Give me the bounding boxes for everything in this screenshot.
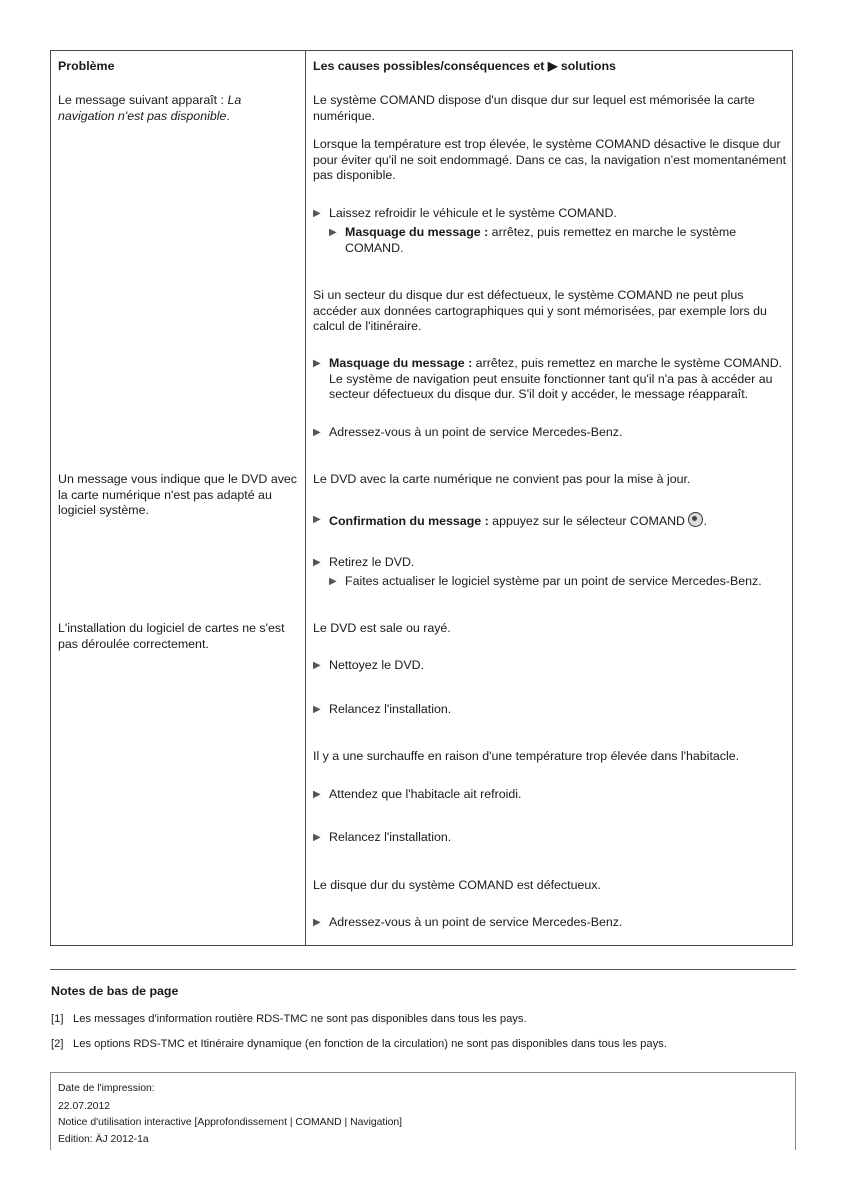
- footnote-text: Les messages d'information routière RDS-TMC ne sont pas disponibles dans tous les pays.: [73, 1013, 527, 1025]
- footnote-item: [51, 1037, 667, 1053]
- row1-step3-text: Adressez-vous à un point de service Mercedes-Benz.: [329, 425, 623, 439]
- row2-step2-sub-text: Faites actualiser le logiciel système par un point de service Mercedes-Benz.: [345, 574, 762, 588]
- triangle-right-icon: ▶: [313, 832, 321, 843]
- footnote-number: [1]: [51, 1013, 64, 1025]
- header-problem: Problème: [58, 59, 115, 73]
- print-notice: Notice d'utilisation interactive [Approfondissement | COMAND | Navigation]: [58, 1117, 403, 1128]
- row2-step2: [313, 555, 788, 571]
- row1-cause1: Le système COMAND dispose d'un disque dur sur lequel est mémorisée la carte numérique.: [313, 93, 755, 123]
- header-causes: [313, 59, 788, 75]
- triangle-right-icon: ▶: [313, 789, 321, 800]
- triangle-right-icon: ▶: [329, 576, 337, 587]
- comand-controller-icon: [688, 512, 703, 527]
- row3-step5-text: Adressez-vous à un point de service Mercedes-Benz.: [329, 915, 623, 929]
- row3-step3-text: Attendez que l'habitacle ait refroidi.: [329, 787, 522, 801]
- row1-problem-text: Le message suivant apparaît :: [58, 93, 228, 107]
- row3-step2-text: Relancez l'installation.: [329, 702, 452, 716]
- footnote-divider: [50, 969, 796, 970]
- triangle-right-icon: ▶: [313, 358, 321, 369]
- row1-step1-text: Laissez refroidir le véhicule et le système COMAND.: [329, 206, 617, 220]
- triangle-right-icon: ▶: [313, 427, 321, 438]
- row2-step1-end: .: [703, 514, 707, 528]
- row3-step4: [313, 830, 788, 846]
- row2-step2-sub: [329, 574, 788, 590]
- row1-problem-message: navigation n'est pas disponible: [58, 108, 227, 123]
- triangle-right-icon: ▶: [313, 660, 321, 671]
- row1-step1-sub-bold: Masquage du message :: [345, 225, 489, 239]
- footnote-number: [2]: [51, 1038, 64, 1050]
- print-edition: Edition: ÄJ 2012-1a: [58, 1134, 149, 1145]
- triangle-right-icon: ▶: [313, 208, 321, 219]
- row1-problem-italic: La: [227, 93, 242, 107]
- row1-step2-text: arrêtez, puis remettez en marche le système COMAND.: [472, 356, 783, 370]
- triangle-right-icon: ▶: [313, 917, 321, 928]
- row3-cause2: Il y a une surchauffe en raison d'une température trop élevée dans l'habitacle.: [313, 749, 740, 763]
- triangle-right-icon: ▶: [313, 557, 321, 568]
- troubleshooting-table: [50, 50, 793, 946]
- row1-step2-bold: Masquage du message :: [329, 356, 473, 370]
- row3-cause3: Le disque dur du système COMAND est défectueux.: [313, 878, 601, 892]
- row3-step1: [313, 658, 788, 674]
- header-causes-text: Les causes possibles/conséquences et: [313, 59, 545, 73]
- row1-step1: [313, 206, 788, 222]
- row2-step1-bold: Confirmation du message :: [329, 514, 489, 528]
- column-divider: [305, 51, 306, 945]
- print-date: 22.07.2012: [58, 1101, 111, 1112]
- row2-step1-text: appuyez sur le sélecteur COMAND: [488, 514, 689, 528]
- row1-step3: [313, 425, 788, 441]
- row3-step3: [313, 787, 788, 803]
- row2-step2-text: Retirez le DVD.: [329, 555, 415, 569]
- row3-step5: [313, 915, 788, 931]
- row2-cause: Le DVD avec la carte numérique ne convient pas pour la mise à jour.: [313, 472, 691, 486]
- row2-problem: Un message vous indique que le DVD avec la carte numérique n'est pas adapté au logiciel système.: [58, 472, 297, 517]
- row1-cause3: Si un secteur du disque dur est défectueux, le système COMAND ne peut plus accéder aux données cartographiques qui y sont mémorisées, par exemple lors du calcul de l'itinéraire.: [313, 288, 767, 333]
- print-info-box: [50, 1072, 796, 1150]
- footnote-text: Les options RDS-TMC et Itinéraire dynamique (en fonction de la circulation) ne sont pas disponibles dans tous les pays.: [73, 1038, 667, 1050]
- row1-step1-sub-text: arrêtez, puis remettez en marche le système COMAND.: [345, 225, 737, 255]
- row1-step2-extra: Le système de navigation peut ensuite fonctionner tant qu'il n'a pas à accéder au secteur défectueux du disque dur. S'il doit y accéder, le message réapparaît.: [329, 371, 773, 401]
- row1-step1-sub: [329, 225, 788, 256]
- row1-problem: [58, 93, 298, 124]
- triangle-right-icon: ▶: [329, 227, 337, 238]
- triangle-right-icon: ▶: [313, 704, 321, 715]
- row3-problem: L'installation du logiciel de cartes ne s'est pas déroulée correctement.: [58, 621, 285, 651]
- triangle-right-icon: ▶: [547, 59, 558, 73]
- row3-cause1: Le DVD est sale ou rayé.: [313, 621, 451, 635]
- print-date-label: Date de l'impression:: [58, 1083, 155, 1094]
- header-solutions-text: solutions: [560, 59, 616, 73]
- row1-cause2: Lorsque la température est trop élevée, le système COMAND désactive le disque dur pour éviter qu'il ne soit endommagé. Dans ce cas, la navigation n'est momentanément pas disponible.: [313, 137, 787, 182]
- footnote-item: [51, 1012, 527, 1028]
- row2-step1: [313, 512, 788, 530]
- row1-problem-end: .: [226, 108, 230, 123]
- footnotes-title: Notes de bas de page: [51, 984, 179, 998]
- row3-step4-text: Relancez l'installation.: [329, 830, 452, 844]
- row1-step2: [313, 356, 788, 403]
- row3-step1-text: Nettoyez le DVD.: [329, 658, 425, 672]
- row3-step2: [313, 702, 788, 718]
- triangle-right-icon: ▶: [313, 514, 321, 525]
